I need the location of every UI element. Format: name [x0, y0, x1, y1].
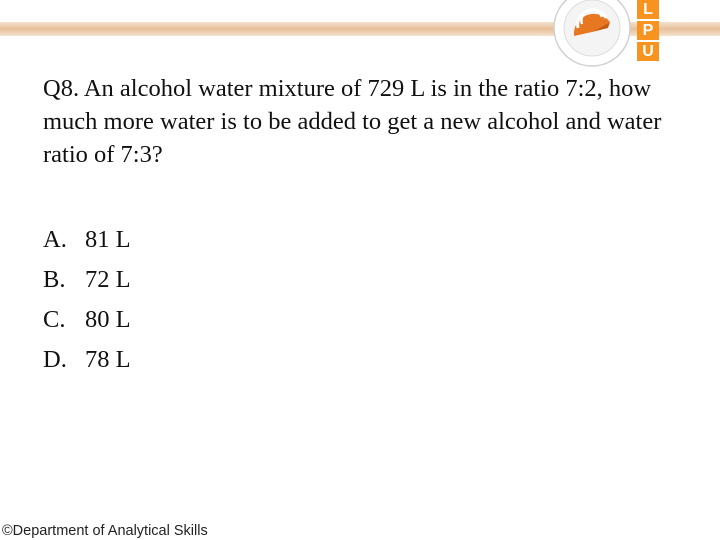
option-text: 80 L: [85, 306, 131, 333]
option-text: 78 L: [85, 346, 131, 373]
option-a: [43, 220, 131, 260]
option-letter: D.: [43, 346, 67, 373]
options-list: [43, 220, 131, 380]
option-text: 81 L: [85, 226, 131, 253]
option-text: 72 L: [85, 266, 131, 293]
university-emblem-icon: [552, 0, 632, 68]
option-b: [43, 260, 131, 300]
logo-letter-u: U: [637, 42, 659, 61]
logo-letter-l: L: [637, 0, 659, 19]
logo-letter-p: P: [637, 21, 659, 40]
question-text: Q8. An alcohol water mixture of 729 L is in the ratio 7:2, how much more water is to be added to get a new alcohol and water ratio of 7:3?: [43, 75, 662, 168]
option-c: [43, 300, 131, 340]
option-d: [43, 340, 131, 380]
option-letter: B.: [43, 266, 66, 293]
option-letter: C.: [43, 306, 66, 333]
option-letter: A.: [43, 226, 67, 253]
footer-copyright: ©Department of Analytical Skills: [2, 523, 208, 539]
